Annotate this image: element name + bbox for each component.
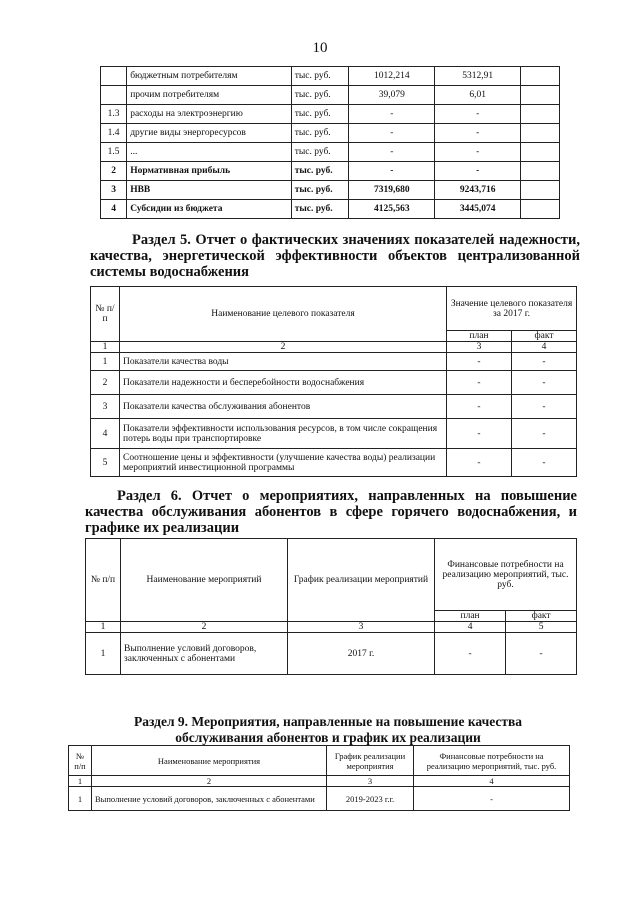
index-cell: 1 [69,776,92,787]
row-schedule: 2017 г. [288,633,435,675]
cell-num: 4 [101,200,127,219]
table-row [86,633,577,675]
row-num: 4 [91,419,120,449]
cell-blank [521,162,560,181]
cell-v2: 9243,716 [435,181,521,200]
cell-blank [521,143,560,162]
cell-v1: 4125,563 [349,200,435,219]
cell-unit: тыс. руб. [291,67,349,86]
row-schedule: 2019-2023 г.г. [327,787,414,811]
table-row [101,162,560,181]
cell-v1: 39,079 [349,86,435,105]
page-number: 10 [312,40,328,56]
cell-v2: - [435,105,521,124]
row-num: 2 [91,371,120,395]
row-fact: - [512,353,577,371]
cell-blank [521,200,560,219]
cell-v2: 6,01 [435,86,521,105]
row-finance: - [414,787,570,811]
cell-name: расходы на электроэнергию [127,105,292,124]
col-fact-header: факт [506,611,577,622]
cell-v2: - [435,124,521,143]
section6-title: Раздел 6. Отчет о мероприятиях, направленных на повышение качества обслуживания абонентов в сфере горячего водоснабжения, и графике их реализации [85,488,577,536]
index-cell: 1 [91,342,120,353]
cell-name: прочим потребителям [127,86,292,105]
col-plan-header: план [435,611,506,622]
row-name: Выполнение условий договоров, заключенных с абонентами [92,787,327,811]
table-row [91,449,577,477]
row-name: Выполнение условий договоров, заключенных с абонентами [121,633,288,675]
cell-unit: тыс. руб. [291,105,349,124]
section9-table [68,745,570,811]
col-name-header: Наименование целевого показателя [120,287,447,342]
row-num: 1 [86,633,121,675]
row-name: Показатели эффективности использования ресурсов, в том числе сокращения потерь воды при транспортировке [120,419,447,449]
cell-blank [521,86,560,105]
row-plan: - [447,371,512,395]
col-value-header: Значение целевого показателя за 2017 г. [447,287,577,331]
row-fact: - [512,449,577,477]
col-finance-header: Финансовые потребности на реализацию мероприятий, тыс. руб. [435,539,577,611]
index-cell: 2 [121,622,288,633]
col-num-header: № п/п [91,287,120,342]
cell-unit: тыс. руб. [291,162,349,181]
table-row [69,787,570,811]
cell-v1: - [349,124,435,143]
row-num: 5 [91,449,120,477]
table-row [101,143,560,162]
section9-title: Раздел 9. Мероприятия, направленные на повышение качества обслуживания абонентов и график их реализации [133,714,523,745]
col-name-header: Наименование мероприятия [92,746,327,776]
table-row [91,395,577,419]
cell-v1: - [349,162,435,181]
row-plan: - [447,353,512,371]
table-row [101,124,560,143]
row-num: 3 [91,395,120,419]
cell-num: 1.4 [101,124,127,143]
row-plan: - [447,419,512,449]
cell-v1: - [349,105,435,124]
index-cell: 3 [327,776,414,787]
cell-num: 1.5 [101,143,127,162]
index-cell: 2 [120,342,447,353]
row-fact: - [512,419,577,449]
row-fact: - [512,371,577,395]
table-row [101,181,560,200]
cell-num: 1.3 [101,105,127,124]
index-cell: 4 [512,342,577,353]
cell-name: Субсидии из бюджета [127,200,292,219]
col-name-header: Наименование мероприятий [121,539,288,622]
cell-num: 3 [101,181,127,200]
table-row [91,419,577,449]
col-fact-header: факт [512,331,577,342]
cell-v1: 1012,214 [349,67,435,86]
table-row [101,67,560,86]
index-cell: 2 [92,776,327,787]
cell-blank [521,124,560,143]
col-schedule-header: График реализации мероприятий [288,539,435,622]
index-cell: 3 [447,342,512,353]
cell-num [101,67,127,86]
index-cell: 3 [288,622,435,633]
section6-table [85,538,577,675]
cell-blank [521,67,560,86]
cell-v2: - [435,143,521,162]
cell-v2: - [435,162,521,181]
table-row [91,371,577,395]
cell-unit: тыс. руб. [291,181,349,200]
row-name: Показатели надежности и бесперебойности водоснабжения [120,371,447,395]
cell-unit: тыс. руб. [291,86,349,105]
col-num-header: № п/п [86,539,121,622]
index-cell: 4 [435,622,506,633]
cell-name: бюджетным потребителям [127,67,292,86]
cell-name: ... [127,143,292,162]
table-row [101,86,560,105]
cell-name: другие виды энергоресурсов [127,124,292,143]
row-plan: - [447,449,512,477]
cell-v1: - [349,143,435,162]
cell-num [101,86,127,105]
col-finance-header: Финансовые потребности на реализацию мероприятий, тыс. руб. [414,746,570,776]
cell-blank [521,105,560,124]
row-fact: - [512,395,577,419]
row-fact: - [506,633,577,675]
section5-title: Раздел 5. Отчет о фактических значениях показателей надежности, качества, энергетической эффективности объектов централизованной системы водоснабжения [90,232,580,280]
index-cell: 4 [414,776,570,787]
cell-v2: 3445,074 [435,200,521,219]
row-name: Показатели качества воды [120,353,447,371]
col-plan-header: план [447,331,512,342]
cell-v1: 7319,680 [349,181,435,200]
table-row [101,105,560,124]
section5-table [90,286,577,477]
cell-name: Нормативная прибыль [127,162,292,181]
table-row [91,353,577,371]
row-name: Соотношение цены и эффективности (улучшение качества воды) реализации мероприятий инвестиционной программы [120,449,447,477]
cell-blank [521,181,560,200]
cell-num: 2 [101,162,127,181]
row-num: 1 [91,353,120,371]
cell-v2: 5312,91 [435,67,521,86]
cell-unit: тыс. руб. [291,143,349,162]
cell-name: НВВ [127,181,292,200]
financial-table [100,66,560,219]
index-cell: 5 [506,622,577,633]
row-num: 1 [69,787,92,811]
col-schedule-header: График реализации мероприятия [327,746,414,776]
row-plan: - [435,633,506,675]
cell-unit: тыс. руб. [291,124,349,143]
index-cell: 1 [86,622,121,633]
cell-unit: тыс. руб. [291,200,349,219]
row-name: Показатели качества обслуживания абонентов [120,395,447,419]
table-row [101,200,560,219]
row-plan: - [447,395,512,419]
col-num-header: № п/п [69,746,92,776]
